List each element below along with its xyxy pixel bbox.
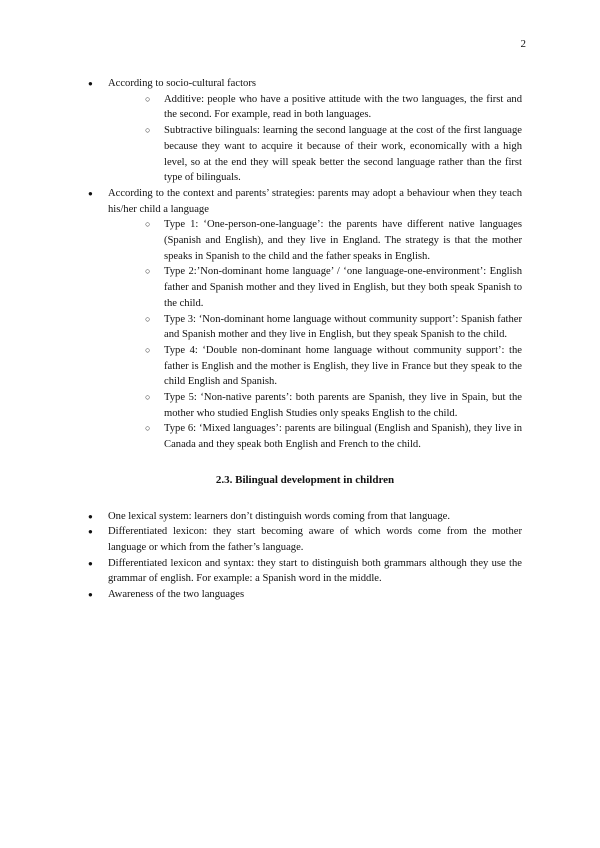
document-body	[88, 76, 522, 603]
page-number: 2	[520, 38, 526, 50]
bullet-text: According to socio-cultural factors	[108, 78, 256, 89]
list-item: ● One lexical system: learners don’t distinguish words coming from that language.	[88, 509, 522, 525]
sub-list	[108, 92, 522, 186]
sub-list-item: ○ Type 2:’Non-dominant home language’ / ‘one language-one-environment’: English father and Spanish mother and they lived in English, but they both speak Spanish to the child.	[145, 264, 522, 311]
sub-list-item: ○ Type 3: ‘Non-dominant home language without community support’: Spanish father and Spanish mother and they live in English, but they speak Spanish to the child.	[145, 312, 522, 343]
sub-list	[108, 217, 522, 453]
list-item: ● Differentiated lexicon and syntax: they start to distinguish both grammars although they use the grammar of english. For example: a Spanish word in the middle.	[88, 556, 522, 587]
list-item	[88, 186, 522, 453]
sub-list-item: ○ Type 6: ‘Mixed languages’: parents are bilingual (English and Spanish), they live in Canada and they speak both English and French to the child.	[145, 421, 522, 452]
sub-list-item: ○ Subtractive bilinguals: learning the second language at the cost of the first language because they want to acquire it because of their work, economically with a high level, so at the end they will speak better the second language rather than the first type of bilinguals.	[145, 123, 522, 186]
sub-list-item: ○ Additive: people who have a positive attitude with the two languages, the first and the second. For example, read in both languages.	[145, 92, 522, 123]
sub-list-item: ○ Type 4: ‘Double non-dominant home language without community support’: the father is English and the mother is English, they live in France but they speak to the child English and Spanish.	[145, 343, 522, 390]
bilingual-types-list	[88, 76, 522, 453]
sub-list-item: ○ Type 1: ‘One-person-one-language’: the parents have different native languages (Spanish and English), and they live in England. The strategy is that the mother speaks in Spanish to the child and the father speaks in English.	[145, 217, 522, 264]
sub-list-item: ○ Type 5: ‘Non-native parents’: both parents are Spanish, they live in Spain, but the mother who studied English Studies only speaks English to the child.	[145, 390, 522, 421]
section-heading: 2.3. Bilingual development in children	[215, 473, 395, 486]
list-item	[88, 76, 522, 186]
bullet-text: ● According to the context and parents’ strategies: parents may adopt a behaviour when they teach his/her child a language	[108, 187, 522, 215]
list-item: ● Differentiated lexicon: they start becoming aware of which words come from the mother language or which from the father’s language.	[88, 524, 522, 555]
development-stages-list	[88, 509, 522, 603]
list-item: ● Awareness of the two languages	[88, 587, 522, 603]
